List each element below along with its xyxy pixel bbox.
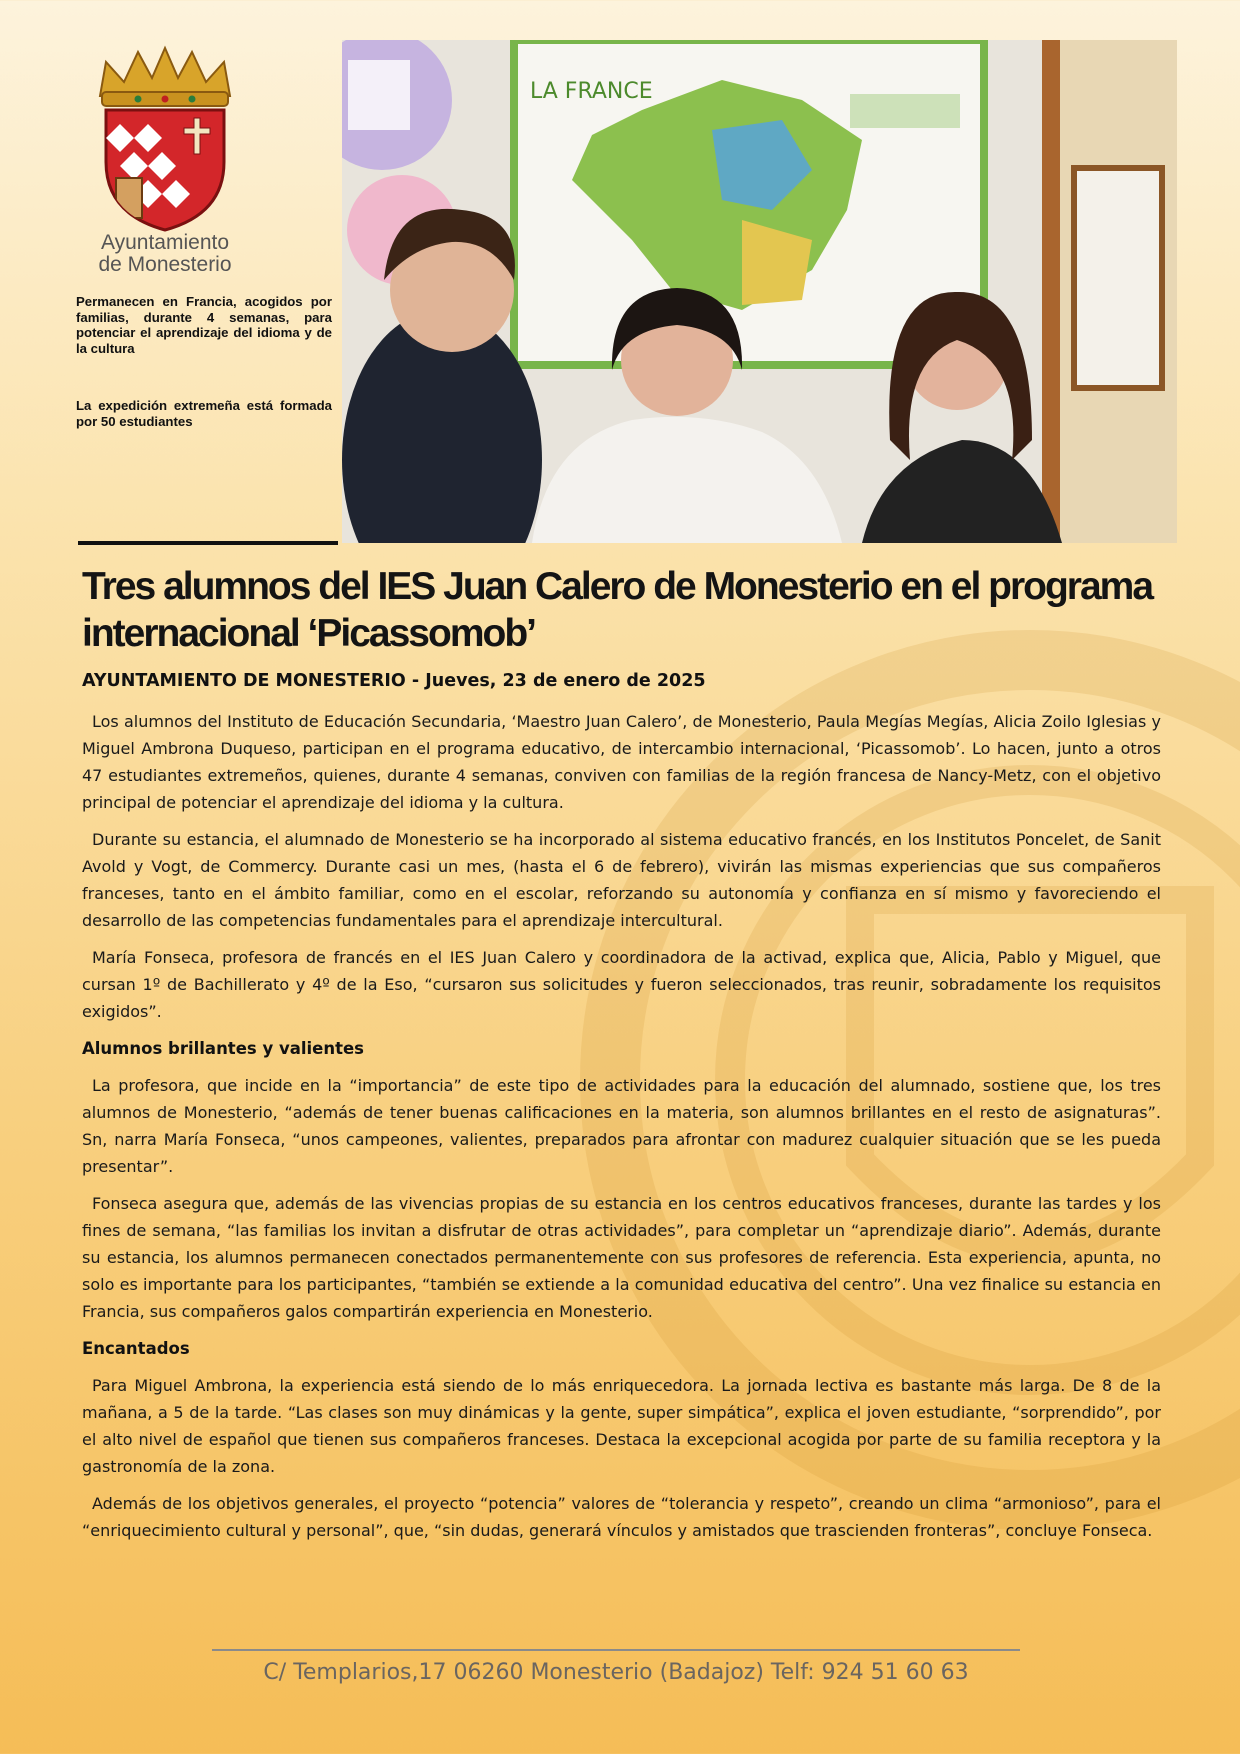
side-divider bbox=[78, 541, 338, 545]
article-paragraph: Los alumnos del Instituto de Educación Secundaria, ‘Maestro Juan Calero’, de Monesterio, Paula Megías Megías, Alicia Zoilo Iglesias y Miguel Ambrona Duqueso, participan en el programa educativo, de intercambio internacional, ‘Picassomob’. Lo hacen, junto a otros 47 estudiantes extremeños, quienes, durante 4 semanas, conviven con familias de la región francesa de Nancy-Metz, con el objetivo principal de potenciar el aprendizaje del idioma y la cultura. bbox=[82, 712, 1161, 812]
article-paragraph: Para Miguel Ambrona, la experiencia está siendo de lo más enriquecedora. La jornada lectiva es bastante más larga. De 8 de la mañana, a 5 de la tarde. “Las clases son muy dinámicas y la gente, super simpática”, explica el joven estudiante, “sorprendido”, por el alto nivel de español que tienen sus compañeros franceses. Destaca la excepcional acogida por parte de su familia receptora y la gastronomía de la zona. bbox=[82, 1376, 1161, 1476]
town-hall-logo bbox=[80, 44, 250, 284]
map-title: LA FRANCE bbox=[530, 79, 653, 104]
students-photo bbox=[342, 40, 1177, 543]
logo-wordmark bbox=[80, 232, 250, 276]
logo-line-1: Ayuntamiento bbox=[100, 231, 230, 254]
article-paragraph: Durante su estancia, el alumnado de Monesterio se ha incorporado al sistema educativo francés, en los Institutos Poncelet, de Sanit Avold y Vogt, de Commercy. Durante casi un mes, (hasta el 6 de febrero), vivirán las mismas experiencias que sus compañeros franceses, tanto en el ámbito familiar, como en el escolar, reforzando su autonomía y confianza en sí mismo y favoreciendo el desarrollo de las competencias fundamentales para el aprendizaje intercultural. bbox=[82, 830, 1161, 930]
article-paragraph: María Fonseca, profesora de francés en el IES Juan Calero y coordinadora de la activad, explica que, Alicia, Pablo y Miguel, que cursan 1º de Bachillerato y 4º de la Eso, “cursaron sus solicitudes y fueron seleccionados, tras reunir, sobradamente los requisitos exigidos”. bbox=[82, 948, 1161, 1021]
headline: Tres alumnos del IES Juan Calero de Monesterio en el programa internacional ‘Picassomob’ bbox=[82, 565, 1153, 655]
byline: AYUNTAMIENTO DE MONESTERIO - Jueves, 23 de enero de 2025 bbox=[82, 671, 706, 691]
footer-address: C/ Templarios,17 06260 Monesterio (Badajoz) Telf: 924 51 60 63 bbox=[263, 1660, 969, 1685]
article-body bbox=[82, 708, 1161, 1554]
section-heading: Encantados bbox=[82, 1339, 190, 1358]
side-note-1: Permanecen en Francia, acogidos por familias, durante 4 semanas, para potenciar el aprendizaje del idioma y de la cultura bbox=[76, 294, 332, 356]
article-paragraph: Además de los objetivos generales, el proyecto “potencia” valores de “tolerancia y respeto”, creando un clima “armonioso”, para el “enriquecimiento cultural y personal”, que, “sin dudas, generará vínculos y amistados que trascienden fronteras”, concluye Fonseca. bbox=[82, 1494, 1161, 1540]
logo-line-2: de Monesterio bbox=[98, 253, 232, 276]
coat-of-arms-icon bbox=[80, 44, 250, 234]
article-paragraph: Fonseca asegura que, además de las vivencias propias de su estancia en los centros educativos franceses, durante las tardes y los fines de semana, “las familias los invitan a disfrutar de otras actividades”, para completar un “aprendizaje diario”. Además, durante su estancia, los alumnos permanecen conectados permanentemente con sus profesores de referencia. Esta experiencia, apunta, no solo es importante para los participantes, “también se extiende a la comunidad educativa del centro”. Una vez finalice su estancia en Francia, sus compañeros galos compartirán experiencia en Monesterio. bbox=[82, 1194, 1161, 1321]
section-heading: Alumnos brillantes y valientes bbox=[82, 1039, 364, 1058]
footer-divider bbox=[212, 1649, 1020, 1651]
article-paragraph: La profesora, que incide en la “importancia” de este tipo de actividades para la educación del alumnado, sostiene que, los tres alumnos de Monesterio, “además de tener buenas calificaciones en la materia, son alumnos brillantes en el resto de asignaturas”. Sn, narra María Fonseca, “unos campeones, valientes, preparados para afrontar con madurez cualquier situación que se les pueda presentar”. bbox=[82, 1076, 1161, 1176]
side-note-2: La expedición extremeña está formada por 50 estudiantes bbox=[76, 398, 332, 429]
